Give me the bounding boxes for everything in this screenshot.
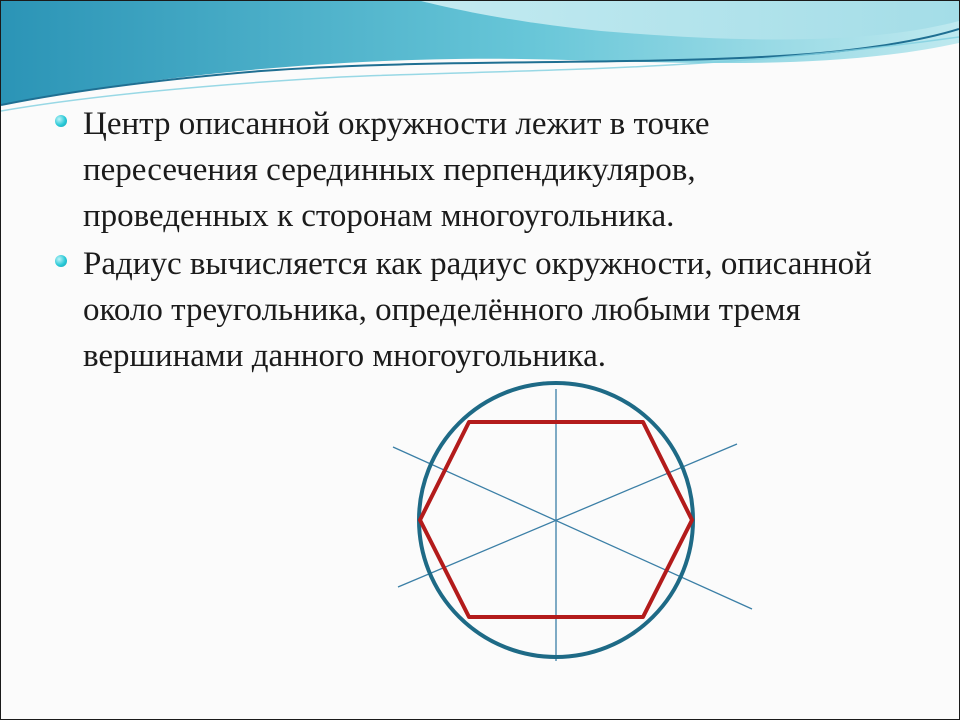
bullet-icon xyxy=(55,255,67,267)
hexagon-diagram xyxy=(381,376,761,661)
bullet-list xyxy=(53,101,873,381)
bullet-text-2: Радиус вычисляется как радиус окружности, описанной около треугольника, определённого любыми тремя вершинами данного многоугольника. xyxy=(83,246,872,374)
bullet-item-1 xyxy=(53,101,873,239)
bullet-item-2 xyxy=(53,241,873,379)
perpendicular-line-left xyxy=(393,447,752,609)
bullet-text-1: Центр описанной окружности лежит в точке пересечения серединных перпендикуляров, проведенных к сторонам многоугольника. xyxy=(83,106,710,234)
bullet-icon xyxy=(55,115,67,127)
